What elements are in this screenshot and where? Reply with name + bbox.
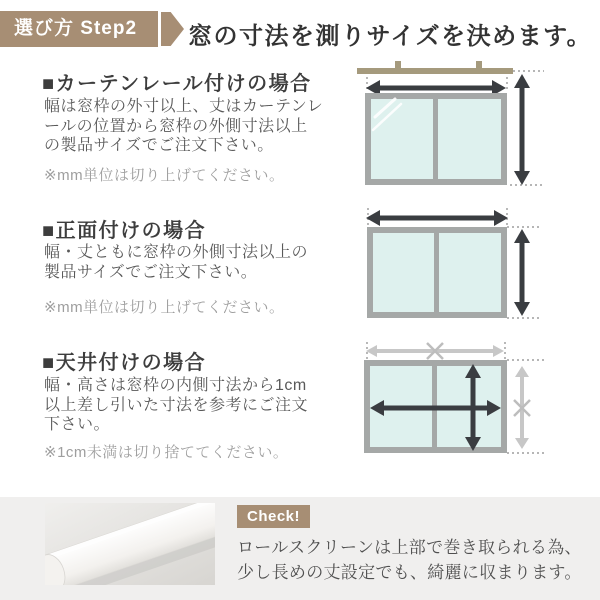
- diagram-curtain-rail-mount: [338, 56, 600, 202]
- height-arrow: [514, 74, 530, 185]
- section-body-curtain-rail: [44, 97, 323, 156]
- body-line: 以上差し引いた寸法を参考にご注文: [44, 396, 309, 414]
- body-line: 製品サイズでご注文下さい。: [44, 263, 258, 281]
- roller-screen-photo: [45, 503, 215, 585]
- section-heading-ceiling-mount: ■天井付けの場合: [42, 352, 207, 374]
- section-note-front-mount: ※mm単位は切り上げてください。: [44, 299, 285, 316]
- height-arrow: [514, 229, 530, 316]
- section-note-curtain-rail: ※mm単位は切り上げてください。: [44, 167, 285, 184]
- section-heading-curtain-rail: ■カーテンレール付けの場合: [42, 73, 312, 95]
- body-line: ールの位置から窓枠の外側寸法以上: [44, 117, 308, 135]
- step-badge: 選び方 Step2: [0, 11, 158, 47]
- body-line: 幅・丈ともに窓枠の外側寸法以上の: [44, 244, 309, 261]
- check-text-line: 少し長めの丈設定でも、綺麗に収まります。: [237, 563, 582, 582]
- check-text-line: ロールスクリーンは上部で巻き取られる為、: [237, 538, 582, 557]
- body-line: 幅は窓枠の外寸以上、丈はカーテンレ: [44, 98, 324, 115]
- body-line: 幅・高さは窓枠の内側寸法から1cm: [44, 377, 307, 394]
- width-arrow: [366, 210, 508, 226]
- section-body-ceiling-mount: [44, 376, 308, 435]
- section-note-ceiling-mount: ※1cm未満は切り捨ててください。: [44, 444, 289, 461]
- window: [367, 227, 507, 318]
- section-body-front-mount: [44, 243, 308, 282]
- outer-width-arrow-crossed: [366, 343, 504, 359]
- section-heading-front-mount: ■正面付けの場合: [42, 220, 207, 242]
- diagram-ceiling-mount: [338, 338, 600, 478]
- curtain-rail: [357, 61, 513, 74]
- page-title: 窓の寸法を測りサイズを決めます。: [188, 23, 593, 50]
- step-badge-arrow-icon: [161, 12, 184, 46]
- diagram-front-mount: [338, 198, 600, 332]
- body-line: 下さい。: [44, 416, 111, 433]
- body-line: の製品サイズでご注文下さい。: [44, 137, 274, 154]
- check-text: [237, 535, 582, 585]
- outer-height-arrow-crossed: [514, 366, 530, 449]
- check-badge: Check!: [237, 505, 310, 528]
- window: [365, 93, 507, 185]
